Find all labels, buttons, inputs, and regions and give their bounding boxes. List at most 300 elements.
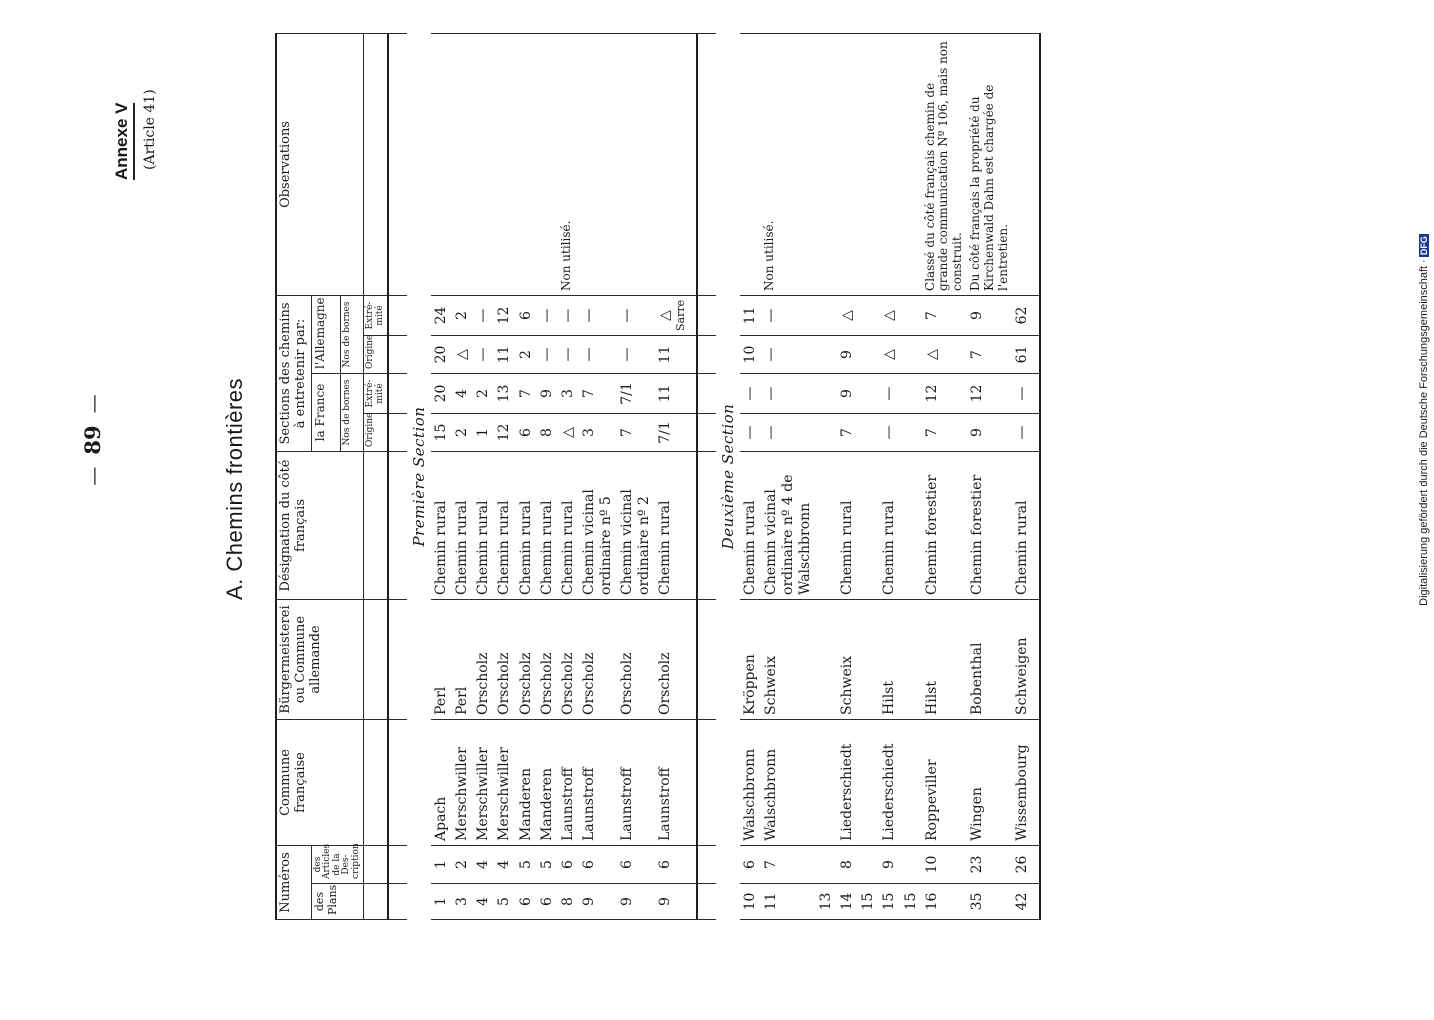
allemagne-extremite-text: △	[657, 310, 674, 321]
annex-title: Annexe V	[112, 103, 135, 180]
france-origine	[967, 413, 1012, 451]
header-de-bornes	[341, 295, 364, 373]
allemagne-origine	[740, 335, 761, 373]
plan-number	[761, 884, 816, 920]
allemagne-origine-text: 11	[657, 345, 674, 364]
plan-number-text: 16	[923, 892, 940, 911]
allemagne-extremite	[558, 295, 579, 335]
allemagne-origine	[537, 335, 558, 373]
table-row	[537, 33, 558, 919]
article-number-text: 8	[839, 860, 856, 869]
plan-number	[537, 884, 558, 920]
plan-number-text: 5	[496, 897, 513, 906]
france-origine	[558, 413, 579, 451]
commune-francaise-text: Merschwiller	[454, 747, 471, 841]
allemagne-extremite	[879, 295, 900, 335]
designation-text: Chemin rural	[881, 500, 898, 595]
article-number	[431, 845, 452, 883]
designation	[617, 451, 655, 599]
allemagne-origine-text: —	[762, 347, 779, 362]
table-row	[858, 33, 879, 919]
table-row	[494, 33, 515, 919]
france-extremite-text: 7	[517, 389, 534, 398]
observation	[617, 33, 655, 295]
allemagne-extremite-text: 6	[517, 311, 534, 320]
header-des-articles: des Articles de la Des-cription	[311, 845, 363, 883]
france-origine	[761, 413, 816, 451]
article-number-text: 6	[580, 860, 597, 869]
allemagne-origine-text: —	[580, 347, 597, 362]
allemagne-origine	[901, 335, 922, 373]
allemagne-extremite	[516, 295, 537, 335]
allemagne-extremite	[617, 295, 655, 335]
france-extremite-text: 3	[559, 389, 576, 398]
france-origine	[537, 413, 558, 451]
france-extremite-text: 2	[475, 389, 492, 398]
allemagne-extremite-text: —	[475, 308, 492, 323]
table-row	[473, 33, 494, 919]
designation-text: Chemin rural	[538, 500, 555, 595]
allemagne-extremite	[858, 295, 879, 335]
plan-number-text: 9	[580, 897, 597, 906]
article-number-text: 9	[881, 860, 898, 869]
commune-allemande	[452, 599, 473, 719]
table-row	[579, 33, 617, 919]
article-number	[494, 845, 515, 883]
rotated-document-page	[80, 0, 1430, 960]
plan-number	[579, 884, 617, 920]
france-extremite	[516, 373, 537, 413]
article-number-text: 6	[657, 860, 674, 869]
header-de-origine: Origine	[364, 335, 388, 373]
france-extremite	[761, 373, 816, 413]
article-number	[837, 845, 858, 883]
plan-number	[901, 884, 922, 920]
france-origine-text: 1	[475, 428, 492, 437]
france-origine	[617, 413, 655, 451]
observation	[922, 33, 967, 295]
france-extremite-text: 9	[839, 389, 856, 398]
designation	[655, 451, 689, 599]
table-body	[388, 33, 1041, 919]
plan-number-text: 6	[538, 897, 555, 906]
designation-text: Chemin forestier	[923, 474, 940, 595]
observation	[761, 33, 816, 295]
france-origine	[879, 413, 900, 451]
header-designation: Désignation du côté français	[276, 451, 364, 599]
allemagne-origine	[967, 335, 1012, 373]
plan-number-text: 9	[657, 897, 674, 906]
article-number	[901, 845, 922, 883]
allemagne-origine-text: 10	[741, 345, 758, 364]
designation-text: Chemin vicinal ordinaire nº 2	[618, 489, 653, 595]
commune-francaise	[516, 719, 537, 845]
commune-allemande	[740, 599, 761, 719]
designation	[816, 451, 837, 599]
designation	[761, 451, 816, 599]
france-origine	[431, 413, 452, 451]
commune-allemande	[537, 599, 558, 719]
designation-text: Chemin rural	[496, 500, 513, 595]
table-row	[740, 33, 761, 919]
france-extremite	[655, 373, 689, 413]
header-fr-extremite: Extré-mité	[364, 373, 388, 413]
table-row	[816, 33, 837, 919]
commune-allemande	[901, 599, 922, 719]
allemagne-extremite	[816, 295, 837, 335]
plan-number-text: 10	[741, 892, 758, 911]
commune-allemande-text: Bobenthal	[968, 642, 985, 715]
commune-francaise	[858, 719, 879, 845]
france-origine	[816, 413, 837, 451]
allemagne-extremite-text: —	[580, 308, 597, 323]
dfg-logo: DFG	[1419, 236, 1429, 256]
observation	[1012, 33, 1033, 295]
france-origine	[516, 413, 537, 451]
designation	[537, 451, 558, 599]
plan-number	[740, 884, 761, 920]
commune-francaise-text: Manderen	[517, 768, 534, 841]
header-la-france: la France	[311, 373, 341, 451]
commune-allemande	[837, 599, 858, 719]
allemagne-extremite-text: 2	[454, 311, 471, 320]
plan-number-text: 4	[475, 897, 492, 906]
allemagne-extremite-text: —	[762, 308, 779, 323]
article-number-text: 6	[618, 860, 635, 869]
france-extremite-text: —	[762, 386, 779, 401]
commune-francaise	[922, 719, 967, 845]
commune-francaise-text: Apach	[433, 796, 450, 841]
commune-allemande-text: Orscholz	[475, 652, 492, 715]
allemagne-origine-text: 20	[433, 345, 450, 364]
observation	[858, 33, 879, 295]
france-extremite	[922, 373, 967, 413]
article-number-text: 26	[1014, 855, 1031, 874]
commune-francaise	[740, 719, 761, 845]
header-numeros: Numéros	[276, 845, 311, 919]
article-number	[537, 845, 558, 883]
commune-francaise-text: Launstroff	[618, 767, 635, 841]
france-origine-text: 2	[454, 428, 471, 437]
commune-francaise	[1012, 719, 1033, 845]
plan-number-text: 15	[902, 892, 919, 911]
commune-francaise	[837, 719, 858, 845]
plan-number-text: 15	[860, 892, 877, 911]
commune-francaise	[537, 719, 558, 845]
commune-allemande-text: Perl	[454, 686, 471, 715]
france-origine	[740, 413, 761, 451]
france-extremite	[431, 373, 452, 413]
plan-number-text: 14	[839, 892, 856, 911]
plan-number	[452, 884, 473, 920]
observation	[558, 33, 579, 295]
france-origine	[1012, 413, 1033, 451]
france-extremite	[901, 373, 922, 413]
allemagne-origine-text: —	[618, 347, 635, 362]
allemagne-origine	[617, 335, 655, 373]
commune-allemande-text: Kröppen	[741, 654, 758, 715]
designation-text: Chemin rural	[433, 500, 450, 595]
france-extremite-text: 11	[657, 384, 674, 403]
allemagne-extremite-text: △	[881, 310, 898, 321]
france-origine-text: 8	[538, 428, 555, 437]
plan-number	[879, 884, 900, 920]
designation	[879, 451, 900, 599]
article-number-text: 23	[968, 855, 985, 874]
article-number	[617, 845, 655, 883]
allemagne-origine	[579, 335, 617, 373]
designation-text: Chemin rural	[475, 500, 492, 595]
plan-number	[655, 884, 689, 920]
france-extremite	[858, 373, 879, 413]
plan-number	[922, 884, 967, 920]
allemagne-extremite-text: 11	[741, 306, 758, 325]
table-row	[558, 33, 579, 919]
france-extremite-text: 12	[923, 384, 940, 403]
table-row	[967, 33, 1012, 919]
designation	[494, 451, 515, 599]
observation	[816, 33, 837, 295]
article-number-text: 4	[475, 860, 492, 869]
digitization-notice	[1418, 0, 1430, 1020]
commune-francaise-text: Manderen	[538, 768, 555, 841]
allemagne-origine	[858, 335, 879, 373]
allemagne-extremite	[431, 295, 452, 335]
article-number	[816, 845, 837, 883]
plan-number-text: 13	[818, 892, 835, 911]
commune-francaise	[816, 719, 837, 845]
allemagne-origine	[1012, 335, 1033, 373]
article-number	[879, 845, 900, 883]
allemagne-origine-text: △	[923, 349, 940, 360]
plan-number-text: 6	[517, 897, 534, 906]
header-commune-francaise: Commune française	[276, 719, 364, 845]
france-extremite-text: 13	[496, 384, 513, 403]
commune-francaise	[617, 719, 655, 845]
france-extremite-text: —	[741, 386, 758, 401]
article-number	[967, 845, 1012, 883]
commune-allemande-text: Orscholz	[580, 652, 597, 715]
plan-number	[473, 884, 494, 920]
designation	[516, 451, 537, 599]
france-origine-text: 6	[517, 428, 534, 437]
commune-francaise-text: Launstroff	[559, 767, 576, 841]
allemagne-origine	[516, 335, 537, 373]
commune-francaise	[901, 719, 922, 845]
annex-article: (Article 41)	[142, 89, 158, 170]
designation	[431, 451, 452, 599]
table-row	[837, 33, 858, 919]
france-origine	[858, 413, 879, 451]
france-origine-text: △	[559, 427, 576, 438]
header-des-plans: des Plans	[311, 884, 363, 920]
section-name: Première Section	[409, 406, 428, 547]
commune-allemande	[494, 599, 515, 719]
allemagne-extremite-text: 9	[968, 311, 985, 320]
header-observations: Observations	[276, 33, 364, 295]
allemagne-origine-text: —	[538, 347, 555, 362]
france-extremite	[879, 373, 900, 413]
commune-francaise	[494, 719, 515, 845]
allemagne-extremite	[967, 295, 1012, 335]
article-number	[579, 845, 617, 883]
commune-francaise-text: Walschbronn	[741, 748, 758, 841]
commune-francaise	[431, 719, 452, 845]
section-end	[690, 33, 697, 919]
commune-allemande-text: Orscholz	[517, 652, 534, 715]
france-extremite	[473, 373, 494, 413]
allemagne-origine-text: 11	[496, 345, 513, 364]
allemagne-origine-text: 2	[517, 350, 534, 359]
plan-number	[558, 884, 579, 920]
article-number	[1012, 845, 1033, 883]
allemagne-origine-text: 7	[968, 350, 985, 359]
designation	[967, 451, 1012, 599]
france-extremite	[579, 373, 617, 413]
commune-allemande	[967, 599, 1012, 719]
commune-allemande	[473, 599, 494, 719]
france-origine-text: —	[881, 425, 898, 440]
allemagne-extremite-text: 62	[1014, 306, 1031, 325]
commune-allemande	[617, 599, 655, 719]
plan-number	[837, 884, 858, 920]
allemagne-extremite-text: 7	[923, 311, 940, 320]
commune-allemande-text: Perl	[433, 686, 450, 715]
plan-number-text: 42	[1014, 892, 1031, 911]
article-number-text: 10	[923, 855, 940, 874]
observation	[879, 33, 900, 295]
allemagne-origine-text: △	[454, 349, 471, 360]
allemagne-extremite	[761, 295, 816, 335]
digitization-text: Digitalisierung gefördert durch die Deutsche Forschungsgemeinschaft ·	[1418, 259, 1430, 606]
allemagne-extremite-text: △	[839, 310, 856, 321]
commune-allemande	[655, 599, 689, 719]
france-extremite	[452, 373, 473, 413]
observation	[655, 33, 689, 295]
commune-allemande-text: Schweix	[762, 655, 779, 715]
france-origine	[922, 413, 967, 451]
commune-allemande-text: Schweix	[839, 655, 856, 715]
france-extremite-text: 20	[433, 384, 450, 403]
plan-number	[816, 884, 837, 920]
table-row	[1012, 33, 1033, 919]
france-extremite-text: —	[881, 386, 898, 401]
allemagne-extremite	[452, 295, 473, 335]
designation	[858, 451, 879, 599]
allemagne-extremite	[837, 295, 858, 335]
article-number	[761, 845, 816, 883]
article-number	[922, 845, 967, 883]
france-origine	[452, 413, 473, 451]
observation	[452, 33, 473, 295]
plan-number-text: 3	[454, 897, 471, 906]
commune-francaise-text: Roppeviller	[923, 759, 940, 841]
allemagne-origine	[655, 335, 689, 373]
plan-number-text: 9	[618, 897, 635, 906]
allemagne-extremite	[494, 295, 515, 335]
france-origine-text: 7	[839, 428, 856, 437]
france-origine-text: 7	[923, 428, 940, 437]
commune-francaise-text: Liederschiedt	[881, 743, 898, 841]
table-row	[452, 33, 473, 919]
designation	[740, 451, 761, 599]
section-separator	[697, 33, 716, 919]
commune-allemande-text: Orscholz	[538, 652, 555, 715]
france-origine-text: 7	[618, 428, 635, 437]
designation	[473, 451, 494, 599]
designation	[901, 451, 922, 599]
allemagne-origine-text: 61	[1014, 345, 1031, 364]
france-extremite-text: 7	[580, 389, 597, 398]
article-number-text: 6	[559, 860, 576, 869]
designation-text: Chemin rural	[559, 500, 576, 595]
observation-text: Non utilisé.	[761, 220, 776, 291]
designation-text: Chemin rural	[839, 500, 856, 595]
allemagne-origine	[494, 335, 515, 373]
france-origine-text: —	[741, 425, 758, 440]
designation-text: Chemin rural	[517, 500, 534, 595]
commune-francaise	[967, 719, 1012, 845]
commune-allemande	[1012, 599, 1033, 719]
france-extremite-text: 12	[968, 384, 985, 403]
commune-francaise-text: Launstroff	[657, 767, 674, 841]
designation-text: Chemin rural	[1014, 500, 1031, 595]
observation	[537, 33, 558, 295]
plan-number	[516, 884, 537, 920]
commune-francaise-text: Wingen	[968, 787, 985, 841]
france-origine	[579, 413, 617, 451]
allemagne-origine	[558, 335, 579, 373]
designation-text: Chemin rural	[741, 500, 758, 595]
france-extremite	[558, 373, 579, 413]
france-extremite-text: 7/1	[618, 382, 635, 405]
page-number: —89—	[80, 394, 105, 486]
allemagne-origine	[879, 335, 900, 373]
plan-number	[1012, 884, 1033, 920]
france-extremite	[740, 373, 761, 413]
table-row	[431, 33, 452, 919]
observation-text: Du côté français la propriété du Kirchenwald Dahn est chargée de l'entretien.	[967, 84, 1010, 291]
section-heading: A. Chemins frontières	[222, 377, 247, 600]
observation	[901, 33, 922, 295]
allemagne-extremite	[537, 295, 558, 335]
article-number	[473, 845, 494, 883]
table-row	[901, 33, 922, 919]
designation-text: Chemin rural	[454, 500, 471, 595]
table-header	[276, 33, 388, 919]
observation	[579, 33, 617, 295]
france-origine-text: 9	[968, 428, 985, 437]
commune-francaise	[579, 719, 617, 845]
observation	[837, 33, 858, 295]
section-separator	[388, 33, 407, 919]
france-origine	[901, 413, 922, 451]
commune-francaise-text: Merschwiller	[496, 747, 513, 841]
france-extremite-text: —	[1014, 386, 1031, 401]
france-extremite	[816, 373, 837, 413]
observation	[740, 33, 761, 295]
article-number	[655, 845, 689, 883]
commune-allemande-text: Schweigen	[1014, 637, 1031, 715]
designation-text: Chemin forestier	[968, 474, 985, 595]
commune-allemande	[879, 599, 900, 719]
commune-allemande-text: Orscholz	[618, 652, 635, 715]
designation-text: Chemin vicinal ordinaire nº 4 de Walschbronn	[762, 474, 814, 595]
section-name: Deuxième Section	[718, 403, 737, 550]
designation	[837, 451, 858, 599]
commune-allemande	[516, 599, 537, 719]
allemagne-extremite	[740, 295, 761, 335]
